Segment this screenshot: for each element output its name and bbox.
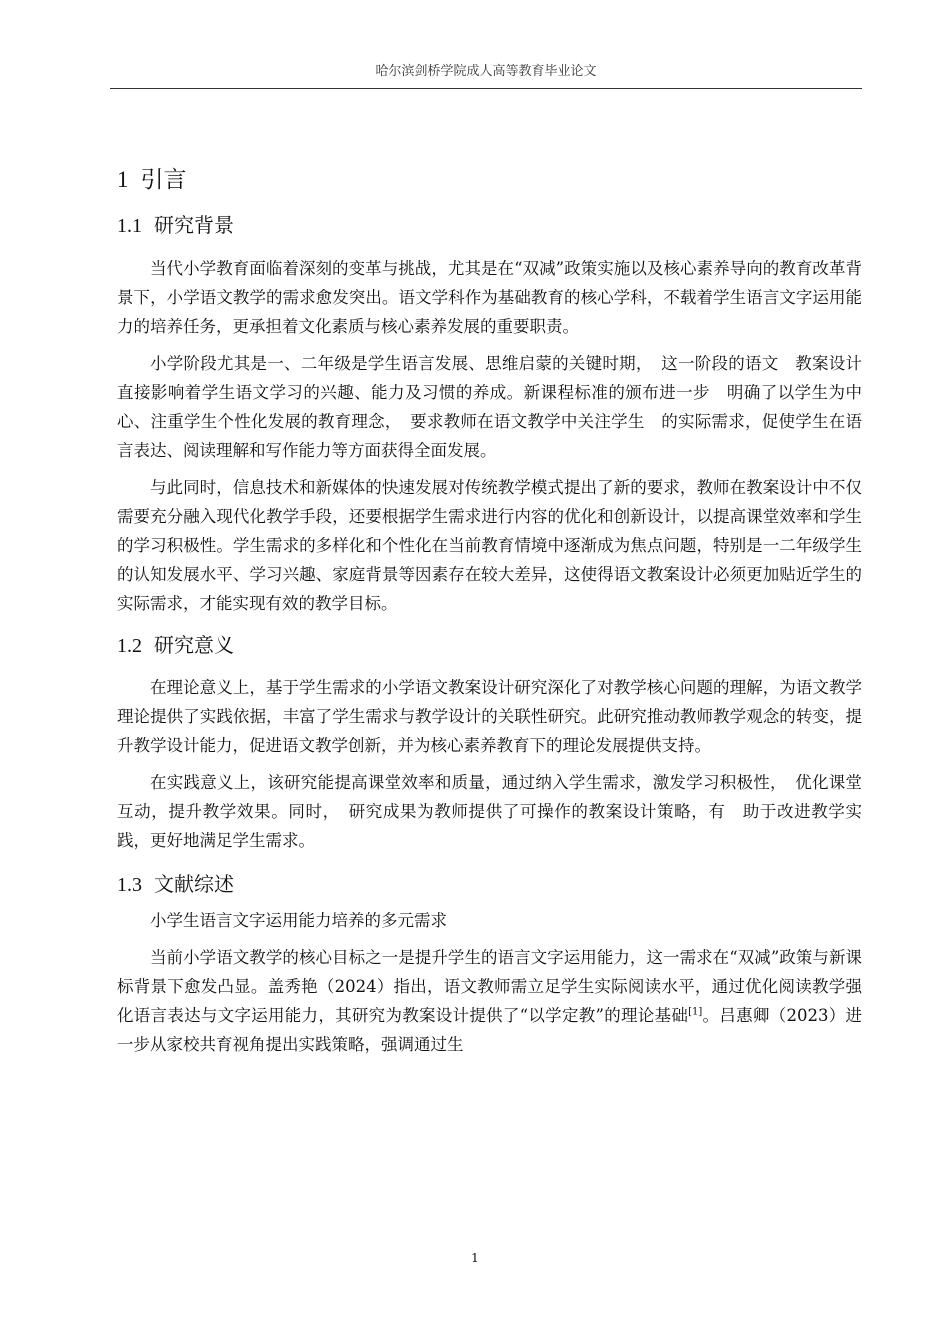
section-heading-literature [117,867,862,902]
paragraph: 在理论意义上，基于学生需求的小学语文教案设计研究深化了对教学核心问题的理解，为语文教学理论提供了实践依据，丰富了学生需求与教学设计的关联性研究。此研究推动教师教学观念的转变，提升教学设计能力，促进语文教学创新，并为核心素养教育下的理论发展提供支持。 [117,678,862,755]
section-title: 研究背景 [154,213,234,237]
subheading: 小学生语言文字运用能力培养的多元需求 [150,911,447,930]
paragraph: 当代小学教育面临着深刻的变革与挑战，尤其是在“双减”政策实施以及核心素养导向的教育改革背景下，小学语文教学的需求愈发突出。语文学科作为基础教育的核心学科，不载着学生语言文字运用能力的培养任务，更承担着文化素质与核心素养发展的重要职责。 [117,259,862,336]
paragraph-text: 当前小学语文教学的核心目标之一是提升学生的语言文字运用能力，这一需求在“双减”政策与新课标背景下愈发凸显。盖秀艳（2024）指出，语文教师需立足学生实际阅读水平，通过优化阅读教学强化语言表达与文字运用能力，其研究为教案设计提供了“以学定教”的理论基础 [117,948,862,1025]
citation-ref: [1] [688,1006,703,1018]
section-heading-background [117,208,862,243]
chapter-heading [117,160,862,200]
paragraph: 与此同时，信息技术和新媒体的快速发展对传统教学模式提出了新的要求，教师在教案设计中不仅需要充分融入现代化教学手段，还要根据学生需求进行内容的优化和创新设计，以提高课堂效率和学生的学习积极性。学生需求的多样化和个性化在当前教育情境中逐渐成为焦点问题，特别是一二年级学生的认知发展水平、学习兴趣、家庭背景等因素存在较大差异，这使得语文教案设计必须更加贴近学生的实际需求，才能实现有效的教学目标。 [117,478,862,613]
running-header: 哈尔滨剑桥学院成人高等教育毕业论文 [110,62,862,89]
page-body [117,160,862,1059]
paragraph: 在实践意义上，该研究能提高课堂效率和质量，通过纳入学生需求，激发学习积极性， 优化课堂互动，提升教学效果。同时， 研究成果为教师提供了可操作的教案设计策略，有 助于改进教学实践，更好地满足学生需求。 [117,773,862,850]
section-title: 研究意义 [154,633,234,657]
section-number: 1.3 [117,874,142,896]
section-number: 1.2 [117,635,142,657]
paragraph-text: 。吕惠卿（2023）进一步从家校共育视角提出实践策略，强调通过生 [117,1006,862,1054]
section-number: 1.1 [117,215,142,237]
paragraph: 小学阶段尤其是一、二年级是学生语言发展、思维启蒙的关键时期， 这一阶段的语文 教案设计直接影响着学生语文学习的兴趣、能力及习惯的养成。新课程标准的颁布进一步 明确了以学生为中心、注重学生个性化发展的教育理念， 要求教师在语文教学中关注学生 的实际需求，促使学生在语言表达、阅读理解和写作能力等方面获得全面发展。 [117,354,862,460]
page-number: 1 [471,1251,479,1265]
chapter-title: 引言 [140,167,187,193]
paragraph [117,943,862,1059]
section-heading-significance [117,628,862,663]
chapter-number: 1 [117,167,129,192]
section-title: 文献综述 [154,872,234,896]
